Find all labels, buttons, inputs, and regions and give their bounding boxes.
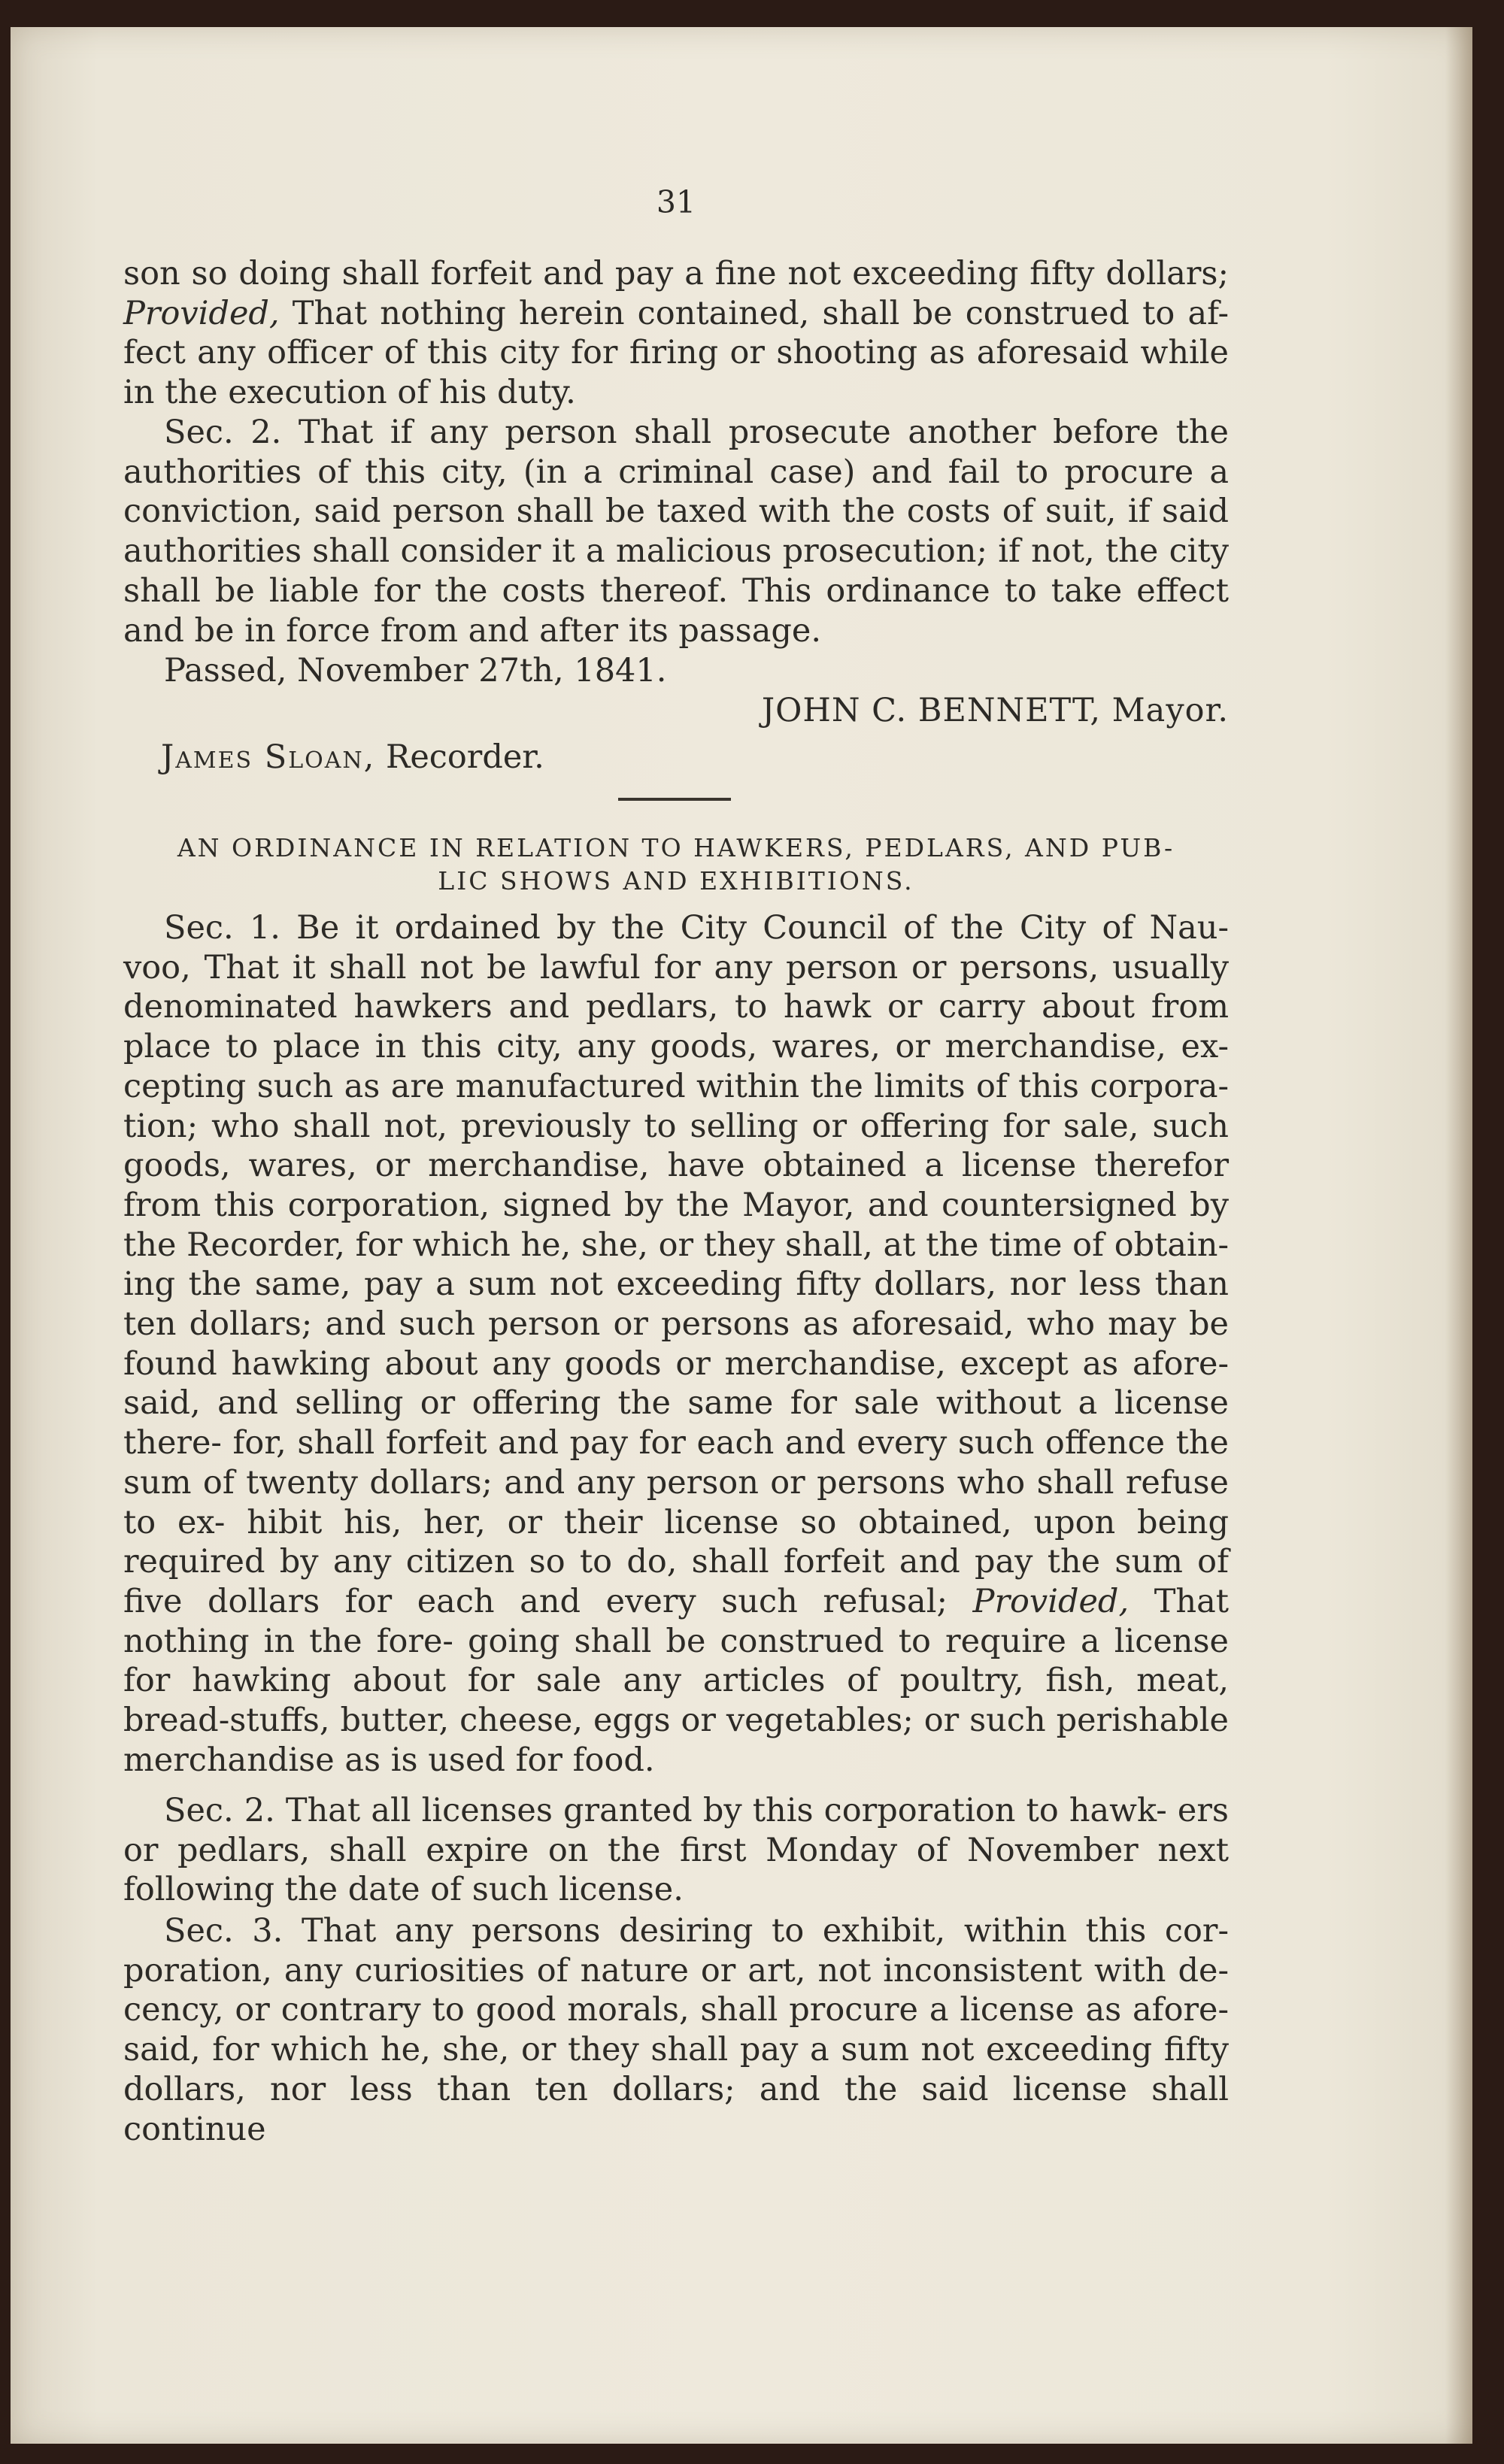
paper-page — [11, 27, 1472, 2444]
text-line: said, and selling or offering the same for sale without a license there- — [123, 1384, 1229, 1462]
section-2-paragraph — [123, 413, 1229, 650]
text-line: ten dollars; and such person or persons as aforesaid, who may be — [123, 1305, 1229, 1344]
recorder-name: James Sloan, — [161, 738, 376, 776]
text-line: place to place in this city, any goods, wares, or merchandise, ex- — [123, 1028, 1229, 1066]
text-line: dollars, nor less than ten dollars; and the said license shall continue — [123, 2070, 1229, 2148]
text-line: That nothing herein contained, shall be construed to af- — [292, 294, 1230, 332]
text-line: found hawking about any goods or merchandise, except as afore- — [123, 1344, 1229, 1383]
text-line: conviction, said person shall be taxed with the costs of suit, if said — [123, 492, 1229, 531]
text-line: for, shall forfeit and pay for each and every such offence the sum of — [123, 1424, 1230, 1502]
text-line: food. — [572, 1741, 655, 1779]
text-line: and be in force from and after its passage. — [123, 611, 822, 650]
text-line: in the execution of his duty. — [123, 374, 576, 412]
text-line: said, for which he, she, or they shall pay a sum not exceeding fifty — [123, 2031, 1229, 2069]
text-line: sale any articles of poultry, fish, meat, bread-stuffs, butter, cheese, — [123, 1662, 1229, 1740]
text-line: That nothing in the fore- — [123, 1582, 1230, 1660]
text-line: Sec. 2. That if any person shall prosecute another before the — [164, 414, 1229, 451]
mayor-signature: JOHN C. BENNETT, Mayor. — [761, 692, 1229, 729]
text-line: Sec. 3. That any persons desiring to exhibit, within this cor- — [164, 1912, 1229, 1950]
italic-provided: Provided, — [972, 1582, 1130, 1620]
text-line: ing the same, pay a sum not exceeding fifty dollars, nor less than — [123, 1265, 1229, 1304]
recorder-signature — [161, 738, 544, 777]
text-line: Sec. 2. That all licenses granted by this corporation to hawk- — [164, 1792, 1167, 1829]
text-line: cency, or contrary to good morals, shall procure a license as afore- — [123, 1991, 1229, 2029]
text-line: each and every such refusal; — [417, 1582, 948, 1620]
text-line: voo, That it shall not be lawful for any person or persons, usually — [123, 948, 1229, 987]
text-line: hibit his, her, or their license so obtained, upon being required by — [123, 1503, 1230, 1581]
text-line: cepting such as are manufactured within the limits of this corpora- — [123, 1067, 1229, 1105]
text-line: tion; who shall not, previously to selling or offering for sale, such — [123, 1107, 1229, 1145]
text-line: twenty dollars; and any person or persons who shall refuse to ex- — [123, 1463, 1229, 1541]
text-line: the Recorder, for which he, she, or they shall, at the time of obtain- — [123, 1226, 1229, 1264]
text-line: from this corporation, signed by the Mayor, and countersigned by — [123, 1186, 1229, 1224]
ordinance-heading — [123, 832, 1229, 898]
italic-provided: Provided, — [123, 294, 280, 332]
text-line: going shall be construed to require a license for hawking about for — [123, 1622, 1229, 1700]
passed-date: Passed, November 27th, 1841. — [164, 652, 667, 689]
recorder-title: Recorder. — [385, 738, 544, 776]
text-line: shall be liable for the costs thereof. This ordinance to take effect — [123, 571, 1229, 610]
text-line: poration, any curiosities of nature or art, not inconsistent with de- — [123, 1951, 1229, 1990]
ordinance-section-3 — [123, 1911, 1229, 2149]
heading-line: AN ORDINANCE IN RELATION TO HAWKERS, PEDLARS, AND PUB- — [177, 833, 1175, 862]
ordinance-section-2 — [123, 1791, 1229, 1910]
text-line: authorities shall consider it a malicious prosecution; if not, the city — [123, 532, 1229, 571]
text-line: fect any officer of this city for firing or shooting as aforesaid while — [123, 334, 1229, 372]
ordinance-section-1 — [123, 908, 1229, 1780]
continuation-paragraph — [123, 254, 1229, 413]
text-line: following the date of such license. — [123, 1871, 684, 1909]
page-number: 31 — [656, 184, 696, 220]
text-line: son so doing shall forfeit and pay a fine not exceeding fifty dollars; — [123, 255, 1229, 292]
text-line: eggs or vegetables; or such perishable merchandise as is used for — [123, 1702, 1229, 1779]
text-line: Sec. 1. Be it ordained by the City Council of the City of Nau- — [164, 909, 1229, 947]
text-line: any citizen so to do, shall forfeit and pay the sum of five dollars for — [123, 1543, 1229, 1620]
text-line: authorities of this city, (in a criminal case) and fail to procure a — [123, 453, 1229, 491]
text-line: denominated hawkers and pedlars, to hawk or carry about from — [123, 988, 1229, 1026]
section-divider — [618, 798, 731, 801]
page-edge-shadow — [1445, 27, 1472, 2444]
text-line: goods, wares, or merchandise, have obtained a license therefor — [123, 1147, 1229, 1185]
text-line: ers or pedlars, shall expire on the first Monday of November next — [123, 1792, 1229, 1869]
heading-line: LIC SHOWS AND EXHIBITIONS. — [438, 866, 914, 896]
